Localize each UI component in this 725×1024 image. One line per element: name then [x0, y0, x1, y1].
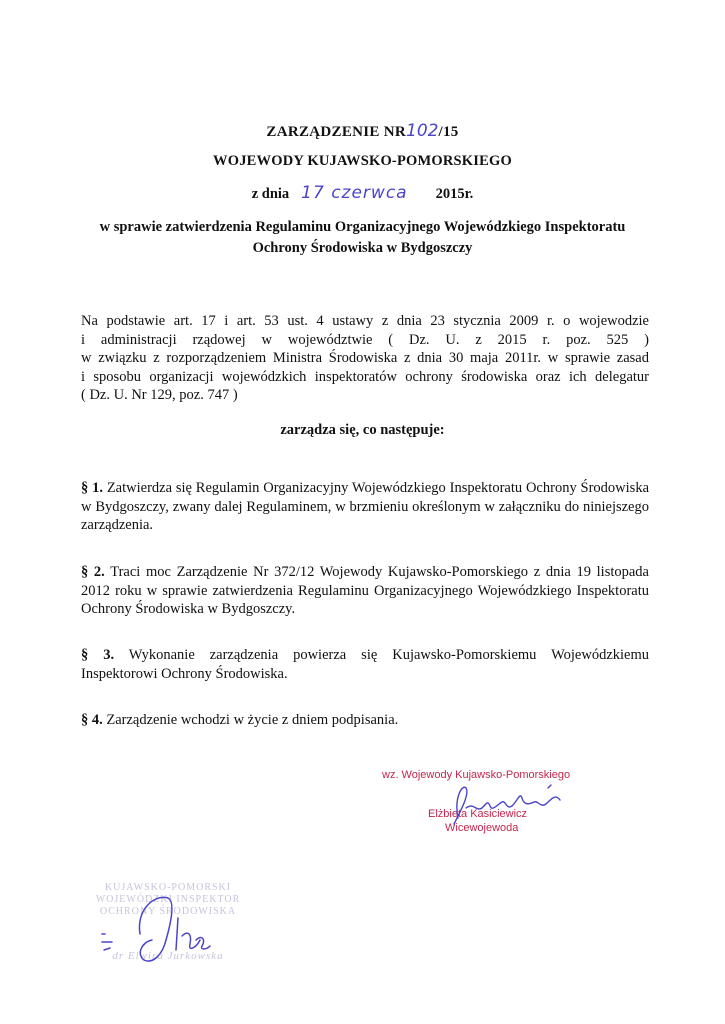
stamp-signature-icon	[96, 890, 226, 970]
stamp-line-4: dr Elwira Jurkowska	[112, 950, 224, 962]
paragraph-text: Zatwierdza się Regulamin Organizacyjny Wojewódzkiego Inspektoratu Ochrony Środowiska w Bydgoszczy, zwany dalej Regulaminem, w brzmieniu określonym w załączniku do niniejszego zarządzenia.	[81, 480, 649, 533]
paragraph-mark: § 2.	[81, 564, 105, 580]
paragraph-text: Wykonanie zarządzenia powierza się Kujawsko-Pomorskiemu Wojewódzkiemu Inspektorowi Ochrony Środowiska.	[81, 647, 650, 682]
paragraph-3	[81, 646, 649, 683]
paragraph-text: Zarządzenie wchodzi w życie z dniem podpisania.	[106, 712, 399, 728]
signature-name: Elżbieta Kasiciewicz	[428, 808, 528, 820]
basis-line-1: Na podstawie art. 17 i art. 53 ust. 4 ustawy z dnia 23 stycznia 2009 r. o wojewodzie	[81, 313, 649, 329]
subject	[0, 217, 725, 259]
basis-line-2: i administracji rządowej w województwie ( Dz. U. z 2015 r. poz. 525 )	[81, 331, 649, 348]
handwritten-number: 102	[406, 121, 439, 141]
handwritten-signature-icon	[440, 778, 580, 828]
title-prefix: ZARZĄDZENIE NR	[266, 124, 407, 140]
date-prefix: z dnia	[251, 186, 290, 202]
stamp-line-2: WOJEWÓDZKI INSPEKTOR	[95, 894, 241, 905]
paragraph-mark: § 3.	[81, 647, 115, 663]
orders-heading: zarządza się, co następuje:	[280, 422, 445, 438]
issuer: WOJEWODY KUJAWSKO-POMORSKIEGO	[213, 153, 512, 169]
legal-basis	[81, 312, 649, 405]
signature-role: Wicewojewoda	[445, 822, 519, 834]
paragraph-2	[81, 563, 649, 619]
date-suffix: 2015r.	[435, 186, 474, 202]
basis-line-4: i sposobu organizacji wojewódzkich inspektoratów ochrony środowiska oraz ich delegatur	[81, 368, 649, 385]
paragraph-text: Traci moc Zarządzenie Nr 372/12 Wojewody Kujawsko-Pomorskiego z dnia 19 listopada 2012 roku w sprawie zatwierdzenia Regulaminu Organizacyjnego Wojewódzkiego Inspektoratu Ochrony Środowiska w Bydgoszczy.	[81, 564, 649, 617]
subject-line-2: Ochrony Środowiska w Bydgoszczy	[252, 240, 473, 256]
document-title	[0, 121, 725, 141]
basis-line-5: ( Dz. U. Nr 129, poz. 747 )	[81, 387, 238, 403]
subject-line-1: w sprawie zatwierdzenia Regulaminu Organizacyjnego Wojewódzkiego Inspektoratu	[99, 219, 626, 235]
basis-line-3: w związku z rozporządzeniem Ministra Środowiska z dnia 30 maja 2011r. w sprawie zasad	[81, 350, 649, 366]
paragraph-1	[81, 479, 649, 535]
signature-authority: wz. Wojewody Kujawsko-Pomorskiego	[382, 769, 571, 781]
paragraph-4	[81, 711, 649, 730]
stamp-line-3: OCHRONY ŚRODOWISKA	[99, 906, 237, 917]
title-suffix: /15	[438, 124, 459, 140]
handwritten-date: 17 czerwca	[301, 183, 408, 203]
stamp-line-1: KUJAWSKO-POMORSKI	[104, 882, 232, 893]
paragraph-mark: § 1.	[81, 480, 103, 496]
paragraph-mark: § 4.	[81, 712, 103, 728]
date-line	[0, 183, 725, 203]
